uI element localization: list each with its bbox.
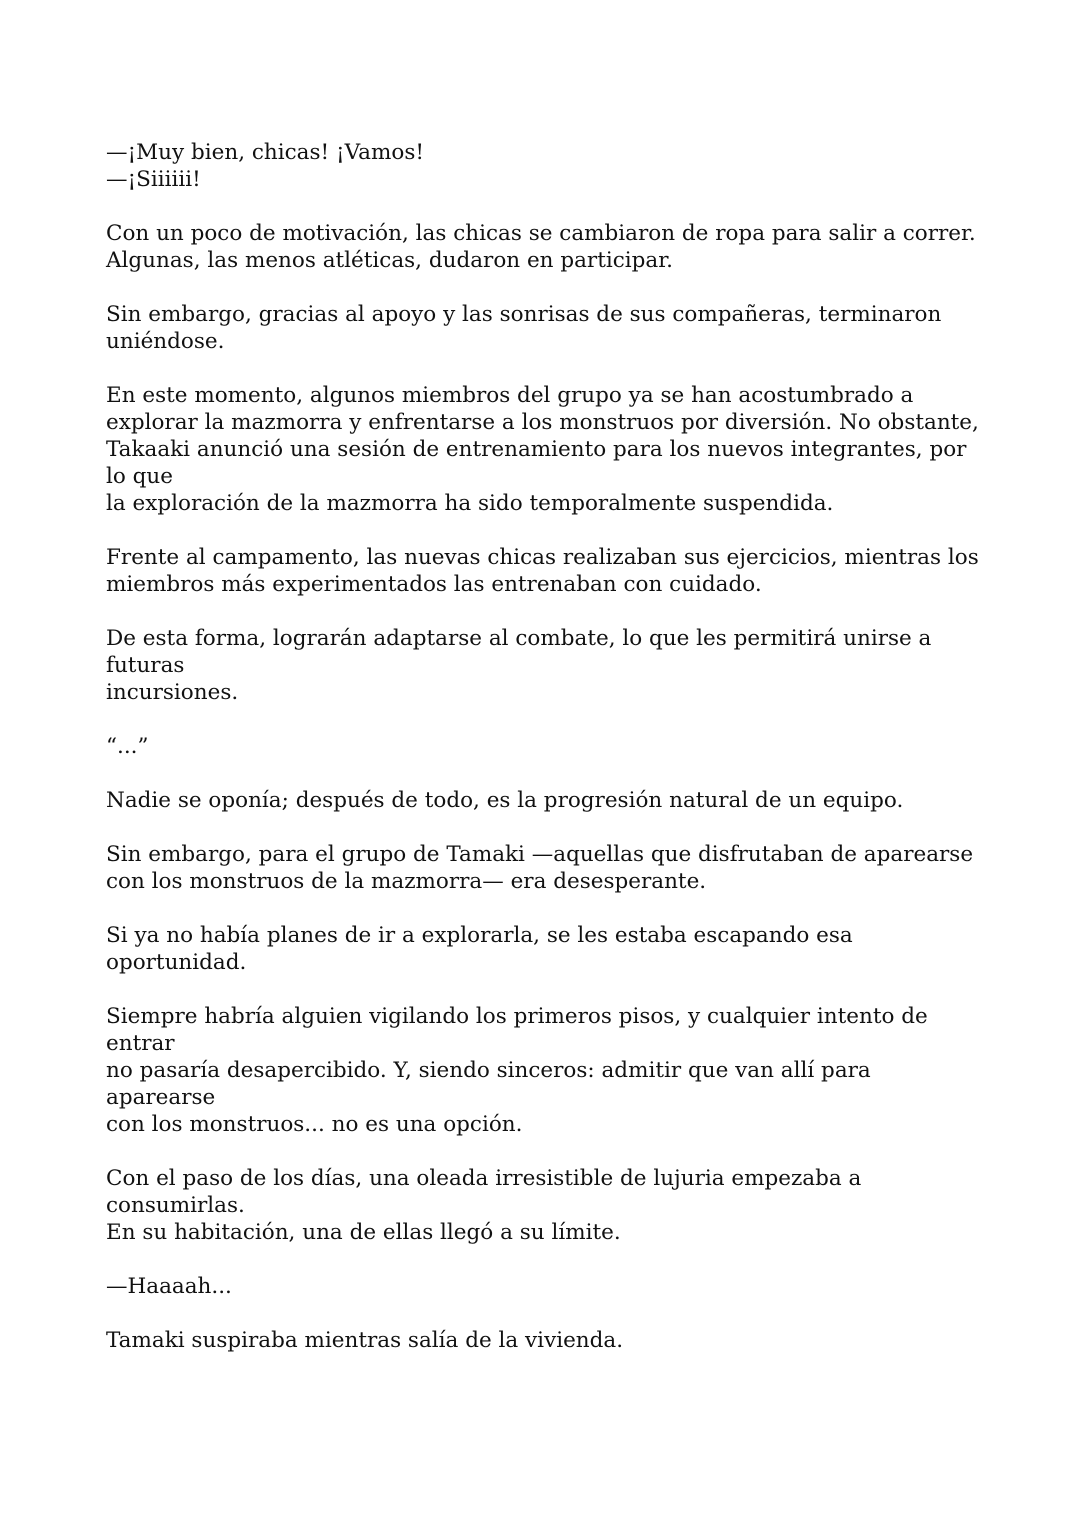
text-line: —¡Siiiiii! [106,167,201,192]
text-line: Sin embargo, gracias al apoyo y las sonrisas de sus compañeras, terminaron [106,302,942,327]
paragraph [106,1003,986,1138]
paragraph [106,922,986,976]
text-line: “...” [106,734,149,759]
text-line: no pasaría desapercibido. Y, siendo sinceros: admitir que van allí para aparearse [106,1058,871,1110]
text-line: Frente al campamento, las nuevas chicas realizaban sus ejercicios, mientras los [106,545,979,570]
paragraph [106,625,986,706]
paragraph [106,382,986,517]
text-line: Tamaki suspiraba mientras salía de la vivienda. [106,1328,624,1353]
paragraph [106,139,986,166]
text-line: —Haaaah... [106,1274,232,1299]
paragraph [106,301,986,355]
text-line: miembros más experimentados las entrenaban con cuidado. [106,572,762,597]
text-line: Takaaki anunció una sesión de entrenamiento para los nuevos integrantes, por lo que [106,437,967,489]
text-line: Sin embargo, para el grupo de Tamaki —aquellas que disfrutaban de aparearse [106,842,974,867]
paragraph [106,787,986,814]
text-line: incursiones. [106,680,239,705]
text-line: De esta forma, lograrán adaptarse al combate, lo que les permitirá unirse a futuras [106,626,932,678]
paragraph [106,841,986,895]
text-line: Nadie se oponía; después de todo, es la progresión natural de un equipo. [106,788,904,813]
paragraph [106,1327,986,1354]
text-line: Siempre habría alguien vigilando los primeros pisos, y cualquier intento de entrar [106,1004,928,1056]
paragraph [106,1165,986,1246]
paragraph [106,733,986,760]
text-line: Si ya no había planes de ir a explorarla, se les estaba escapando esa oportunidad. [106,923,853,975]
text-line: la exploración de la mazmorra ha sido temporalmente suspendida. [106,491,834,516]
text-line: con los monstruos... no es una opción. [106,1112,523,1137]
text-line: uniéndose. [106,329,225,354]
body-text [106,139,986,1381]
text-line: con los monstruos de la mazmorra— era desesperante. [106,869,707,894]
paragraph [106,1273,986,1300]
paragraph [106,220,986,274]
text-line: explorar la mazmorra y enfrentarse a los monstruos por diversión. No obstante, [106,410,979,435]
text-line: Con el paso de los días, una oleada irresistible de lujuria empezaba a consumirlas. [106,1166,862,1218]
paragraph [106,166,986,193]
text-line: En este momento, algunos miembros del grupo ya se han acostumbrado a [106,383,914,408]
text-line: —¡Muy bien, chicas! ¡Vamos! [106,140,425,165]
text-line: En su habitación, una de ellas llegó a su límite. [106,1220,621,1245]
text-line: Con un poco de motivación, las chicas se cambiaron de ropa para salir a correr. [106,221,976,246]
paragraph [106,544,986,598]
text-line: Algunas, las menos atléticas, dudaron en participar. [106,248,673,273]
